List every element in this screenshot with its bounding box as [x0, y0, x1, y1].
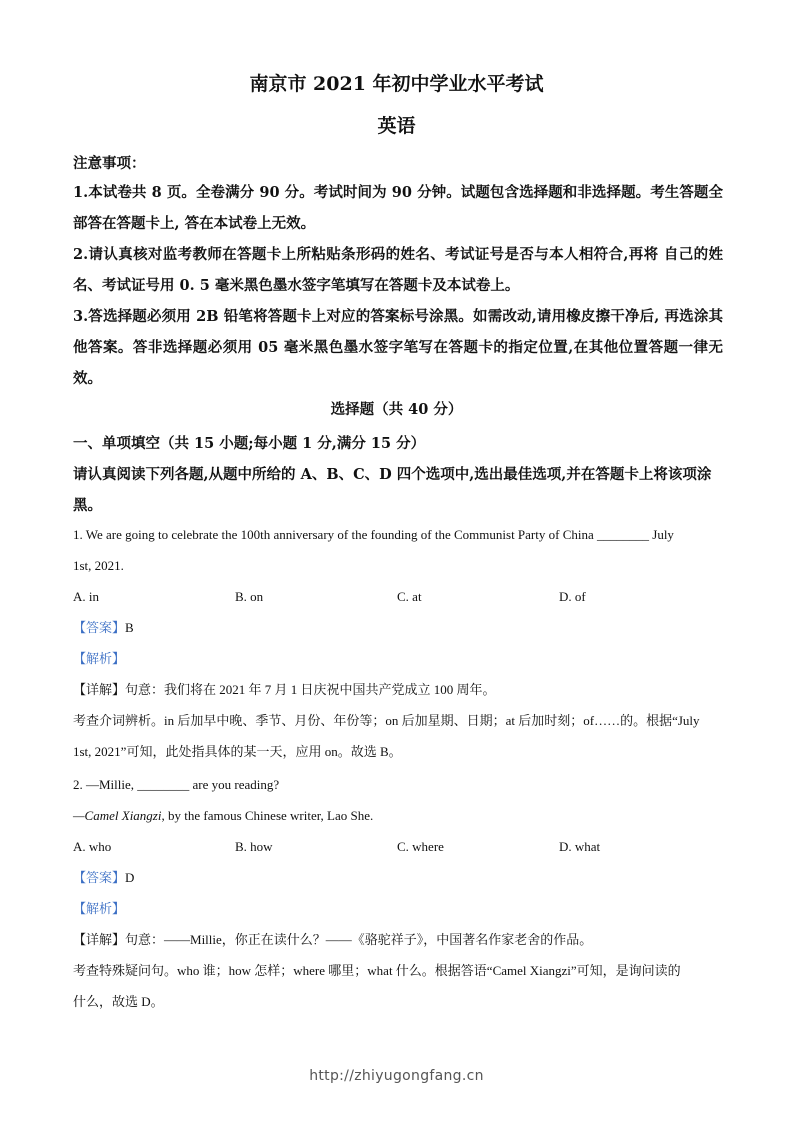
option-c: C. where	[397, 839, 444, 854]
answer-value: D	[125, 870, 135, 885]
subject-title: 英语	[377, 115, 416, 137]
detail-label: 【详解】	[73, 682, 126, 697]
option-b: B. how	[235, 839, 273, 854]
option-a: A. in	[73, 589, 99, 604]
part-instruction: 请认真阅读下列各题,从题中所给的 A、B、C、D 四个选项中,选出最佳选项,并在答题卡上将该项涂黑。	[73, 466, 712, 514]
detail-line	[73, 924, 723, 955]
answer-label: 【答案】	[73, 620, 126, 635]
explanation-line-1: 考查介词辨析。in 后加早中晚、季节、月份、年份等；on 后加星期、日期；at 后加时刻；of……的。根据“July	[73, 713, 700, 728]
option-d: D. of	[559, 589, 586, 604]
question-1	[73, 519, 723, 767]
answer-value: B	[125, 620, 134, 635]
question-2	[73, 769, 723, 1017]
note-item-2: 2.请认真核对监考教师在答题卡上所粘贴条形码的姓名、考试证号是否与本人相符合,再将 自己的姓名、考试证号用 0. 5 毫米黑色墨水签字笔填写在答题卡及本试卷上。	[73, 246, 723, 294]
answer-line	[73, 862, 723, 893]
footer-url[interactable]: http://zhiyugongfang.cn	[309, 1068, 484, 1084]
response-rest: , by the famous Chinese writer, Lao She.	[161, 808, 374, 823]
note-item-1: 1.本试卷共 8 页。全卷满分 90 分。考试时间为 90 分钟。试题包含选择题和非选择题。考生答题全部答在答题卡上, 答在本试卷上无效。	[73, 184, 723, 232]
detail-label: 【详解】	[73, 932, 126, 947]
part-heading: 一、单项填空（共 15 小题;每小题 1 分,满分 15 分）	[73, 435, 426, 452]
question-stem-cont: 1st, 2021.	[73, 558, 124, 573]
detail-text: 句意：我们将在 2021 年 7 月 1 日庆祝中国共产党成立 100 周年。	[125, 682, 496, 697]
explanation-line-2: 1st, 2021”可知，此处指具体的某一天，应用 on。故选 B。	[73, 744, 402, 759]
detail-text: 句意：——Millie，你正在读什么？——《骆驼祥子》，中国著名作家老舍的作品。	[125, 932, 593, 947]
notes-list	[73, 177, 723, 394]
question-stem: 1. We are going to celebrate the 100th anniversary of the founding of the Communist Party of China ________ July	[73, 527, 674, 542]
analysis-label: 【解析】	[73, 651, 126, 666]
analysis-label: 【解析】	[73, 901, 126, 916]
section-title: 选择题（共 40 分）	[330, 401, 463, 418]
option-d: D. what	[559, 839, 601, 854]
option-list	[73, 831, 723, 862]
explanation-line-1: 考查特殊疑问句。who 谁；how 怎样；where 哪里；what 什么。根据答语“Camel Xiangzi”可知，是询问读的	[73, 963, 681, 978]
answer-label: 【答案】	[73, 870, 126, 885]
option-list	[73, 581, 723, 612]
book-title: —Camel Xiangzi	[73, 808, 162, 823]
notes-heading: 注意事项：	[73, 155, 146, 172]
option-c: C. at	[397, 589, 422, 604]
option-b: B. on	[235, 589, 264, 604]
exam-title: 南京市 2021 年初中学业水平考试	[249, 73, 544, 95]
detail-line	[73, 674, 723, 705]
note-item-3: 3.答选择题必须用 2B 铅笔将答题卡上对应的答案标号涂黑。如需改动,请用橡皮擦干净后, 再选涂其他答案。答非选择题必须用 05 毫米黑色墨水签字笔写在答题卡的指定位置,在其他位置答题一律无效。	[73, 308, 723, 387]
explanation-line-2: 什么，故选 D。	[73, 994, 164, 1009]
option-a: A. who	[73, 839, 112, 854]
question-response	[73, 800, 723, 831]
question-stem: 2. —Millie, ________ are you reading?	[73, 777, 280, 792]
answer-line	[73, 612, 723, 643]
